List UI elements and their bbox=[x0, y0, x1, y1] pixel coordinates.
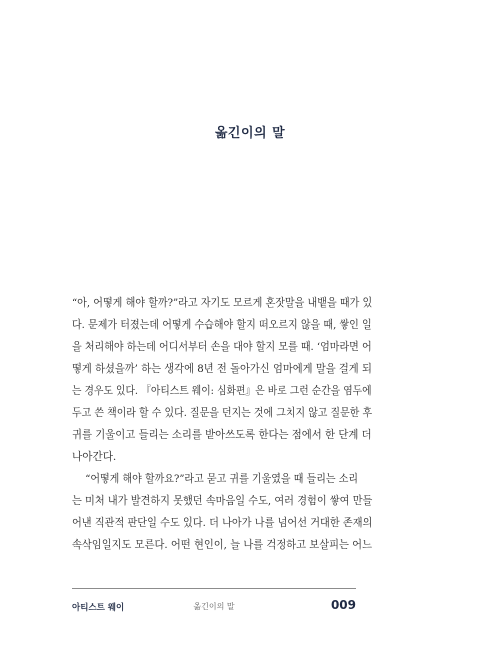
running-section-title: 옮긴이의 말 bbox=[193, 602, 235, 611]
page-footer bbox=[72, 598, 356, 616]
text-line: 떻게 하셨을까’ 하는 생각에 8년 전 돌아가신 엄마에게 말을 걸게 되 bbox=[72, 363, 372, 375]
text-line: 두고 쓴 책이라 할 수 있다. 질문을 던지는 것에 그치지 않고 질문한 후 bbox=[72, 407, 373, 419]
chapter-title: 옮긴이의 말 bbox=[214, 126, 286, 141]
text-line: 어낸 직관적 판단일 수도 있다. 더 나아가 나를 넘어선 거대한 존재의 bbox=[72, 517, 373, 529]
text-line: “아, 어떻게 해야 할까?”라고 자기도 모르게 혼잣말을 내뱉을 때가 있 bbox=[72, 297, 373, 309]
running-book-title: 아티스트 웨이 bbox=[72, 603, 125, 613]
text-line: 다. 문제가 터졌는데 어떻게 수습해야 할지 떠오르지 않을 때, 쌓인 일 bbox=[72, 319, 372, 331]
text-line: “어떻게 해야 할까요?”라고 묻고 귀를 기울였을 때 들리는 소리 bbox=[85, 473, 359, 485]
text-line: 귀를 기울이고 들리는 소리를 받아쓰도록 한다는 점에서 한 단계 더 bbox=[72, 429, 372, 441]
paragraph bbox=[72, 468, 372, 556]
text-line: 는 경우도 있다. 『아티스트 웨이: 심화편』은 바로 그런 순간을 염두에 bbox=[72, 385, 372, 397]
text-line: 는 미처 내가 발견하지 못했던 속마음일 수도, 여러 경험이 쌓여 만들 bbox=[72, 495, 373, 507]
page-number: 009 bbox=[330, 598, 356, 612]
text-line: 속삭임일지도 모른다. 어떤 현인이, 늘 나를 걱정하고 보살피는 어느 bbox=[72, 539, 372, 551]
footer-divider bbox=[72, 588, 356, 589]
body-text bbox=[72, 292, 372, 556]
text-line: 을 처리해야 하는데 어디서부터 손을 대야 할지 모를 때. ‘엄마라면 어 bbox=[72, 341, 372, 353]
text-line: 나아간다. bbox=[72, 451, 117, 463]
paragraph bbox=[72, 292, 372, 468]
